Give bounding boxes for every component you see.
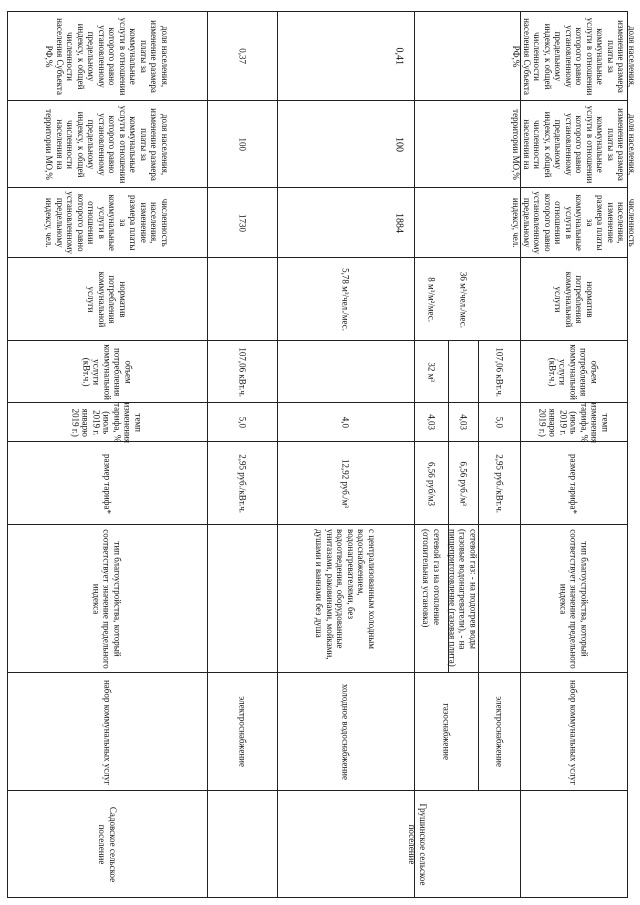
s1-row3-norm: 8 м³/м²/мес. bbox=[426, 277, 437, 322]
s1-row2-service: газоснабжение bbox=[441, 703, 452, 761]
header-share-mo-1: доля населения, изменение размера платы за коммунальные услуги в отношении которого равно установленному предельному индексу, к общей численности населения на территории МО,% bbox=[511, 105, 637, 184]
s1-row4-tariff: 12,92 руб./м³ bbox=[340, 459, 351, 508]
header-type-1: тип благоустройства, который соответствует значение предельного индекса bbox=[558, 529, 590, 669]
rotated-tariff-table bbox=[7, 11, 637, 898]
header-services-2: набор коммунальных услуг bbox=[102, 679, 113, 785]
header-population-1: численность населения, изменение размера платы за коммунальные услуги в отношении которого равно установленному предельному индексу, чел. bbox=[511, 191, 637, 255]
header-tariff-2: размер тарифа* bbox=[102, 453, 113, 514]
header-volume-1: объем потребления коммунальной услуги (кВт.ч.) bbox=[547, 344, 600, 400]
s1-population: 1884 bbox=[393, 213, 405, 233]
s1-share-rf: 0,41 bbox=[393, 47, 405, 66]
s1-row2-type: сетевой газ: - на подогрев воды (газовые водонагреватели), - на пищеприготовление (газовая плита) bbox=[447, 529, 479, 667]
header-share-rf-2: доля населения, изменение размера платы за коммунальные услуги в отношении которого равно установленному предельному индексу, к общей численности населения Субъекта РФ,% bbox=[44, 17, 170, 96]
s1-row2-rate: 4,03 bbox=[458, 414, 469, 431]
settlement-name-2: Садовское сельское поселение bbox=[97, 806, 118, 883]
header-volume-2: объем потребления коммунальной услуги (кВт.ч.) bbox=[81, 344, 134, 400]
s2-share-mo: 100 bbox=[237, 137, 248, 152]
s1-row2-norm: 36 м³/чел./мес. bbox=[458, 271, 469, 328]
s2-volume: 107,06 кВт.ч. bbox=[237, 347, 248, 397]
s1-row1-tariff: 2,95 руб./кВт.ч. bbox=[494, 454, 505, 513]
header-population-2: численность населения, изменение размера платы за коммунальные услуги в отношении которого равно установленному предельному индексу, чел. bbox=[44, 191, 170, 255]
header-rate-1: темп изменения тарифа, % (июль 2019 г. январю 2019 г.) bbox=[537, 402, 611, 443]
header-tariff-1: размер тарифа* bbox=[568, 453, 579, 514]
s1-row1-volume: 107,06 кВт.ч. bbox=[494, 347, 505, 397]
header-norm-1: норматив потребления коммунальной услуги bbox=[553, 271, 595, 328]
s1-row3-rate: 4,03 bbox=[426, 414, 437, 431]
header-share-mo-2: доля населения, изменение размера платы за коммунальные услуги в отношении которого равно установленному предельному индексу, к общей численности населения на территории МО,% bbox=[44, 105, 170, 184]
s1-row1-service: электроснабжение bbox=[494, 696, 505, 768]
header-share-rf-1: доля населения, изменение размера платы за коммунальные услуги в отношении которого равно установленному предельному индексу, к общей численности населения Субъекта РФ,% bbox=[511, 17, 637, 96]
s2-rate: 5,0 bbox=[237, 416, 248, 429]
s1-row3-volume: 32 м³ bbox=[426, 362, 437, 382]
s1-row4-type: с централизованным холодным водоснабжением, водонагревателями, без водоотведения, оборудованные унитазами, раковинами, мойками, душами и ваннами без душа bbox=[314, 529, 377, 660]
settlement-name-1: Грушинское сельское поселение bbox=[407, 803, 428, 886]
s1-share-mo: 100 bbox=[393, 137, 405, 152]
s2-tariff: 2,95 руб./кВт.ч. bbox=[237, 454, 248, 513]
s1-row4-norm: 5,78 м³/чел./мес. bbox=[340, 268, 351, 331]
s1-row3-tariff: 6,56 руб/м3 bbox=[426, 461, 437, 506]
s1-row2-tariff: 6,56 руб./м³ bbox=[458, 461, 469, 506]
s2-population: 1730 bbox=[237, 214, 248, 232]
header-services-1: набор коммунальных услуг bbox=[568, 679, 579, 785]
s1-row3-type: сетевой газ на отопление (отопительная установка) bbox=[421, 529, 442, 628]
header-rate-2: темп изменения тарифа, % (июль 2019 г. январю 2019 г.) bbox=[70, 402, 144, 443]
s2-service: электроснабжение bbox=[237, 696, 248, 768]
s2-share-rf: 0,37 bbox=[237, 48, 248, 65]
s1-row4-service: холодное водоснабжение bbox=[340, 683, 351, 781]
header-type-2: тип благоустройства, который соответствует значение предельного индекса bbox=[91, 529, 123, 669]
header-norm-2: норматив потребления коммунальной услуги bbox=[86, 271, 128, 328]
s1-row1-rate: 5,0 bbox=[494, 416, 505, 429]
s1-row4-rate: 4,0 bbox=[340, 416, 351, 429]
